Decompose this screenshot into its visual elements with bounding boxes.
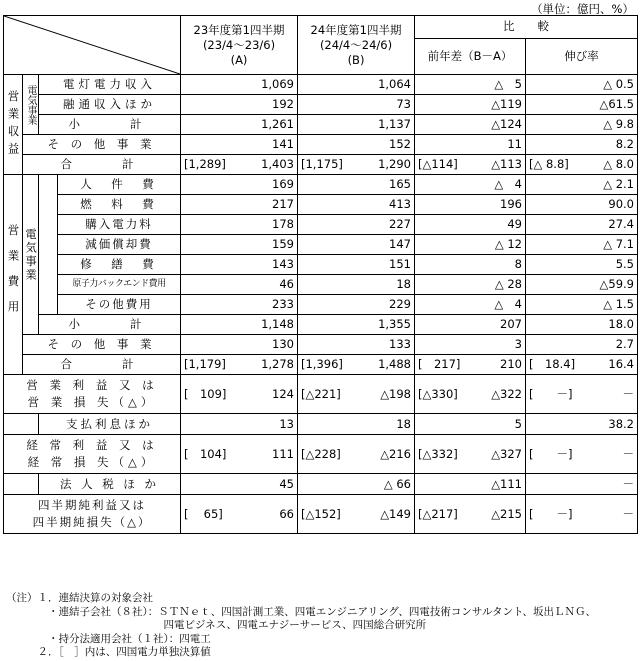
cell-a: 141 bbox=[181, 135, 298, 155]
blank-indent bbox=[4, 474, 39, 495]
cell-diff: [△330] △322 bbox=[415, 375, 526, 414]
cell-b: 1,064 bbox=[298, 75, 415, 95]
row-label-ordinary: 経 常 利 益 又 は 経 常 損 失（△） bbox=[4, 435, 181, 474]
row-label: そ の 他 事 業 bbox=[23, 335, 181, 355]
cell-a: [ 65] 66 bbox=[181, 495, 298, 534]
cell-a: 130 bbox=[181, 335, 298, 355]
cell-b: 18 bbox=[298, 414, 415, 435]
financial-table bbox=[3, 15, 638, 534]
cell-a: 46 bbox=[181, 275, 298, 295]
header-blank-cell bbox=[4, 16, 181, 75]
blank-indent bbox=[39, 175, 58, 315]
row-label: 合 計 bbox=[23, 355, 181, 375]
cell-growth: 27.4 bbox=[526, 215, 638, 235]
cell-b: 73 bbox=[298, 95, 415, 115]
cell-b: 147 bbox=[298, 235, 415, 255]
cell-diff: 11 bbox=[415, 135, 526, 155]
cell-a: 45 bbox=[181, 474, 298, 495]
footnote-line: （注）１．連結決算の対象会社 bbox=[6, 592, 153, 604]
row-label: 電灯電力収入 bbox=[39, 75, 181, 95]
header-diff: 前年差（B－A） bbox=[415, 38, 526, 74]
cell-a: 169 bbox=[181, 175, 298, 195]
row-label: 人 件 費 bbox=[58, 175, 181, 195]
cell-growth: [ 18.4] 16.4 bbox=[526, 355, 638, 375]
cell-a: 143 bbox=[181, 255, 298, 275]
row-label: 減価償却費 bbox=[58, 235, 181, 255]
row-label-operating: 営 業 利 益 又 は 営 業 損 失（△） bbox=[4, 375, 181, 414]
cell-diff: 207 bbox=[415, 315, 526, 335]
row-label: 合 計 bbox=[23, 155, 181, 175]
cell-a: 192 bbox=[181, 95, 298, 115]
cell-diff: [△332] △327 bbox=[415, 435, 526, 474]
row-label: 融通収入ほか bbox=[39, 95, 181, 115]
cell-growth: [△ 8.8] △ 8.0 bbox=[526, 155, 638, 175]
row-label: 原子力バックエンド費用 bbox=[58, 275, 181, 295]
row-label: 支払利息ほか bbox=[39, 414, 181, 435]
cell-a: [1,179] 1,278 bbox=[181, 355, 298, 375]
cell-diff: △ 4 bbox=[415, 175, 526, 195]
header-growth: 伸び率 bbox=[526, 38, 638, 74]
group-elec-expense: 電気事業 bbox=[23, 175, 39, 335]
unit-label: （単位：億円、%） bbox=[531, 2, 634, 16]
cell-diff: △ 4 bbox=[415, 295, 526, 315]
cell-diff: 196 bbox=[415, 195, 526, 215]
cell-growth: [ －] － bbox=[526, 435, 638, 474]
cell-a: 178 bbox=[181, 215, 298, 235]
cell-diff: △ 5 bbox=[415, 75, 526, 95]
cell-diff: 3 bbox=[415, 335, 526, 355]
header-col-a: 23年度第1四半期 (23/4～23/6) (A) bbox=[181, 16, 298, 75]
cell-a: 233 bbox=[181, 295, 298, 315]
footnote-line: ・持分法適用会社（１社）：四電工 bbox=[6, 632, 211, 645]
cell-growth: 8.2 bbox=[526, 135, 638, 155]
cell-diff: △111 bbox=[415, 474, 526, 495]
cell-growth: 2.7 bbox=[526, 335, 638, 355]
row-label: そ の 他 事 業 bbox=[23, 135, 181, 155]
cell-growth: 5.5 bbox=[526, 255, 638, 275]
row-label: 購入電力料 bbox=[58, 215, 181, 235]
row-label: その他費用 bbox=[58, 295, 181, 315]
cell-b: [△228] △216 bbox=[298, 435, 415, 474]
cell-a: [ 104] 111 bbox=[181, 435, 298, 474]
cell-diff: △ 28 bbox=[415, 275, 526, 295]
row-label: 小 計 bbox=[39, 315, 181, 335]
cell-a: 1,069 bbox=[181, 75, 298, 95]
diagonal-line bbox=[4, 16, 180, 74]
footnote-line: ２．［ ］内は、四国電力単独決算値 bbox=[6, 646, 211, 658]
cell-growth: 38.2 bbox=[526, 414, 638, 435]
cell-growth: 18.0 bbox=[526, 315, 638, 335]
footnote-line: ・連結子会社（８社）：ＳＴＮｅｔ、四国計測工業、四電エンジニアリング、四電技術コンサルタント、坂出ＬＮＧ、 bbox=[6, 605, 597, 618]
cell-diff: 49 bbox=[415, 215, 526, 235]
cell-a: [ 109] 124 bbox=[181, 375, 298, 414]
cell-b: [1,396] 1,488 bbox=[298, 355, 415, 375]
cell-b: 229 bbox=[298, 295, 415, 315]
cell-b: 1,137 bbox=[298, 115, 415, 135]
cell-diff: [ 217] 210 bbox=[415, 355, 526, 375]
cell-b: 151 bbox=[298, 255, 415, 275]
cell-growth: [ －] － bbox=[526, 375, 638, 414]
cell-a: 159 bbox=[181, 235, 298, 255]
cell-growth: － bbox=[526, 474, 638, 495]
cell-diff: 5 bbox=[415, 414, 526, 435]
row-label: 修 繕 費 bbox=[58, 255, 181, 275]
row-label: 法 人 税 ほ か bbox=[39, 474, 181, 495]
group-elec-revenue: 電気事業 bbox=[23, 75, 39, 135]
cell-b: 227 bbox=[298, 215, 415, 235]
cell-b: △ 66 bbox=[298, 474, 415, 495]
cell-diff: △119 bbox=[415, 95, 526, 115]
cell-b: 152 bbox=[298, 135, 415, 155]
row-label: 小 計 bbox=[39, 115, 181, 135]
row-label-net: 四半期純利益又は 四半期純損失（△） bbox=[4, 495, 181, 534]
cell-b: 413 bbox=[298, 195, 415, 215]
cell-growth: [ －] － bbox=[526, 495, 638, 534]
cell-b: [1,175] 1,290 bbox=[298, 155, 415, 175]
blank-indent bbox=[4, 414, 39, 435]
cell-b: 18 bbox=[298, 275, 415, 295]
cell-growth: △ 0.5 bbox=[526, 75, 638, 95]
cell-b: [△221] △198 bbox=[298, 375, 415, 414]
cell-diff: 8 bbox=[415, 255, 526, 275]
cell-a: 13 bbox=[181, 414, 298, 435]
cell-b: [△152] △149 bbox=[298, 495, 415, 534]
footnotes bbox=[6, 592, 596, 660]
cell-a: 1,148 bbox=[181, 315, 298, 335]
group-revenue: 営業収益 bbox=[4, 75, 23, 175]
cell-growth: △ 9.8 bbox=[526, 115, 638, 135]
footnote-line: 四電ビジネス、四電エナジーサービス、四国総合研究所 bbox=[6, 619, 427, 631]
cell-diff: △ 12 bbox=[415, 235, 526, 255]
cell-growth: △ 1.5 bbox=[526, 295, 638, 315]
header-col-b: 24年度第1四半期 (24/4～24/6) (B) bbox=[298, 16, 415, 75]
cell-a: [1,289] 1,403 bbox=[181, 155, 298, 175]
group-expense: 営業費用 bbox=[4, 175, 23, 375]
row-label: 燃 料 費 bbox=[58, 195, 181, 215]
cell-growth: 90.0 bbox=[526, 195, 638, 215]
cell-diff: [△217] △215 bbox=[415, 495, 526, 534]
cell-b: 165 bbox=[298, 175, 415, 195]
cell-diff: [△114] △113 bbox=[415, 155, 526, 175]
cell-a: 1,261 bbox=[181, 115, 298, 135]
cell-growth: △59.9 bbox=[526, 275, 638, 295]
cell-b: 133 bbox=[298, 335, 415, 355]
cell-growth: △ 2.1 bbox=[526, 175, 638, 195]
cell-b: 1,355 bbox=[298, 315, 415, 335]
cell-growth: △ 7.1 bbox=[526, 235, 638, 255]
cell-growth: △61.5 bbox=[526, 95, 638, 115]
cell-a: 217 bbox=[181, 195, 298, 215]
cell-diff: △124 bbox=[415, 115, 526, 135]
header-comparison: 比 較 bbox=[415, 16, 638, 39]
